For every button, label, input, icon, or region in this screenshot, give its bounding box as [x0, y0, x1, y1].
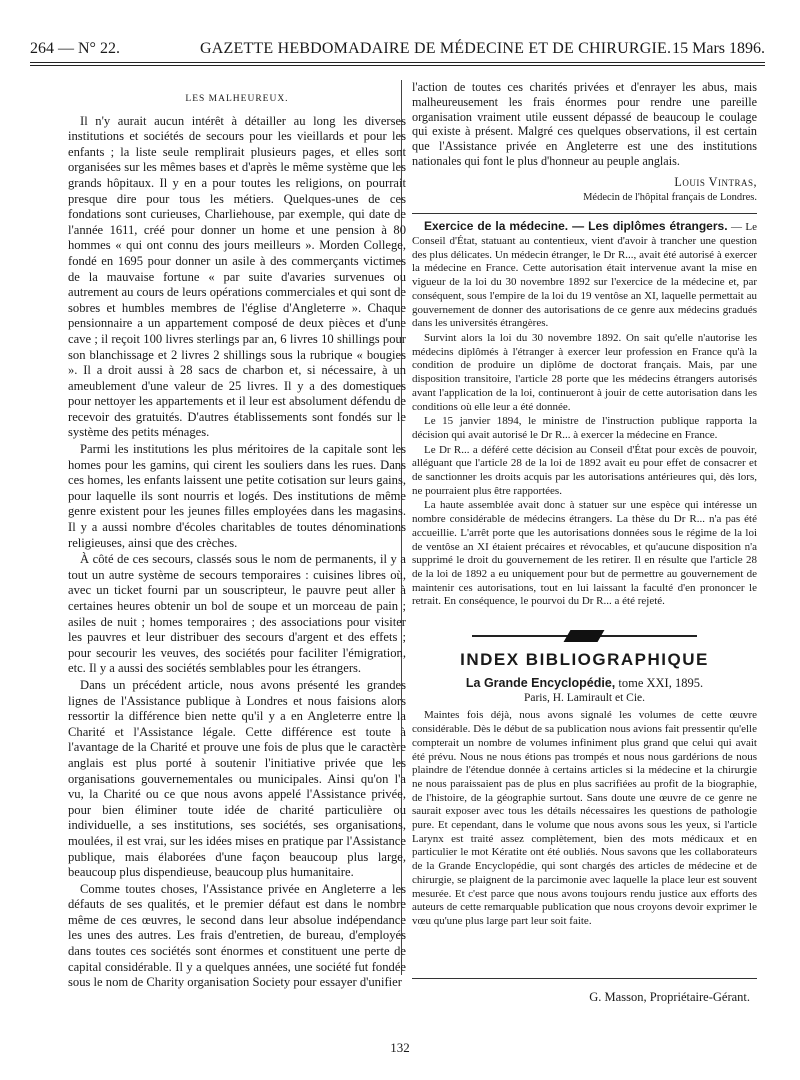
page-header [30, 40, 765, 60]
issue-date: 15 Mars 1896. [672, 40, 765, 57]
left-column [68, 80, 406, 1040]
publisher: Paris, H. Lamirault et Cie. [523, 691, 646, 704]
paragraph: Comme toutes choses, l'Assistance privée en Angleterre a les défauts de ses qualités, et le premier défaut est dans le nombre même de ces œuvres, le second dans leur absolue indépendance les unes des autres. Les frais d'entretien, de bureau, d'employés dans toutes ces sociétés sont énormes et constituent une perte de capital considérable. Il y a quelques années, une société fut fondée sous le nom de Charity organisation Society pour essayer d'unifier [68, 881, 406, 990]
paragraph: Le Dr R... a déféré cette décision au Conseil d'État pour excès de pouvoir, alléguant que l'article 28 de la loi de 1892 avait eu pour effet de consacrer et de sanctionner les droits acquis par les autorisations antérieures qui, dès lors, ne pourraient plus être rapportées. [412, 443, 757, 497]
ornament-divider [412, 627, 757, 645]
continuation-paragraph: l'action de toutes ces charités privées et d'enrayer les abus, mais malheureusement les frais énormes pour rendre une pareille organisation vraiment utile eussent dépassé de beaucoup le coulage qui existe à présent. Malgré ces quelques observations, il est certain que l'Assistance privée en Angleterre est une des institutions nationales qui font le plus d'honneur au peuple anglais. [412, 80, 757, 168]
author-affiliation: Médecin de l'hôpital français de Londres. [583, 191, 757, 203]
paragraph: Il n'y aurait aucun intérêt à détailler au long les diverses institutions et sociétés de secours pour les vieillards et pour les enfants ; la liste seule remplirait plusieurs pages, et elles sont organisées sur les mêmes bases et d'après le même système que les grands hôpitaux. Il y en a pour toutes les religions, on pourrait presque dire pour tous les métiers. Quelques-unes de ces fondations sont curieuses, Charliehouse, par exemple, qui date de l'année 1611, créé pour donner un home et une pension à 80 hommes « qui ont connu des jours meilleurs ». Morden College, fondé en 1695 pour donner un asile à des commerçants victimes de la mauvaise fortune « par suite d'avaries survenues ou autrement au cours de leurs opérations commerciales et qui sont de sobres et humbles membres de l'église d'Angleterre ». Chaque pensionnaire a un appartement composé de deux pièces et d'une cave ; il reçoit 100 livres sterlings par an, 6 livres 10 shillings pour son blanchissage et 2 livres 2 shillings sous la rubrique « bougies ». Il a droit aussi à 28 sacs de charbon et, si nécessaire, à un ameublement d'une valeur de 25 livres. Il y a des domestiques pour nettoyer les appartements et il leur est absolument défendu de recevoir des gratuités. D'autres établissements sont fondés sur le système des petits ménages. [68, 113, 406, 440]
paragraph: La haute assemblée avait donc à statuer sur une espèce qui intéresse un nombre considérable de médecins étrangers. La thèse du Dr R... n'a pas été accueillie. L'arrêt porte que les autorisations données sous le régime de la loi de ventôse an XI étaient précaires et révocables, et qu'aucune disposition n'a supprimé le droit du gouvernement de les retirer. Il en résulte que l'article 28 de la loi de 1892 a eu uniquement pour but de permettre au gouvernement de maintenir ces autorisations, tout en lui laissant la faculté d'en prononcer le retrait. En conséquence, le pourvoi du Dr R... a été rejeté. [412, 499, 757, 608]
paragraph: Parmi les institutions les plus méritoires de la capitale sont les homes pour les gamins, qui cirent les souliers dans les rues. Dans ces homes, les enfants laissent une petite cotisation sur leurs gains, pour laquelle ils sont nourris et logés. Des institutions de même genre existent pour les jeunes filles employées dans les magasins. Il y a aussi nombre d'écoles charitables de toutes dénominations religieuses, ainsi que des crèches. [68, 442, 406, 550]
section-rule [412, 213, 757, 214]
book-citation [412, 676, 757, 691]
section-title-diplomes: Exercice de la médecine. — Les diplômes étrangers. [424, 219, 728, 234]
journal-title: GAZETTE HEBDOMADAIRE DE MÉDECINE ET DE CHIRURGIE. [200, 40, 672, 57]
paragraph: Dans un précédent article, nous avons présenté les grandes lignes de l'Assistance publique à Londres et nous faisions alors ressortir la différence bien nette qu'il y a en Angleterre entre la Charité et l'Assistance légale. Cette différence est toute à l'avantage de la Charité et prouve une fois de plus que le caractère anglais est plus porté à soutenir l'initiative privée que les organisations gouvernementales ou municipales. Ainsi qu'on l'a vu, la Charité ou ce que nous avons appelé l'Assistance privée, pour bien éliminer toute idée de charité particulière ou individuelle, a ses institutions, ses sociétés, ses organisations, moulées, il est vrai, sur les idées mises en pratique par l'Assistance publique, mais élaborées d'une façon beaucoup plus large, beaucoup plus dispendieuse, beaucoup plus humanitaire. [68, 677, 406, 880]
medicine-section [412, 220, 757, 609]
paragraph: À côté de ces secours, classés sous le nom de permanents, il y a tout un autre système de secours temporaires : cuisines libres où, avec un ticket fourni par un souscripteur, le pauvre peut aller à certaines heures obtenir un bol de soupe et un morceau de pain ; asiles de nuit ; homes temporaires ; des associations pour visiter les pauvres et leur distribuer des secours d'argent et des effets ; pour secourir les veuves, des sociétés pour faciliter l'émigration, etc. Il y a aussi des sociétés semblables pour les étrangers. [68, 552, 406, 676]
section-heading-malheureux: LES MALHEUREUX. [185, 94, 289, 104]
paragraph: Survint alors la loi du 30 novembre 1892. On sait qu'elle n'autorise les médecins diplômés à l'étranger à exercer leur profession en France qu'à la condition de produire un diplôme de doctorat français. Mais, par une disposition transitoire, l'article 28 porte que les médecins étrangers autorisés avant l'application de la loi, continueront à jouir de cette autorisation dans les conditions où elle leur a été donnée. [412, 332, 757, 413]
author-signature: Louis Vintras, [674, 174, 757, 189]
proprietor-signature: G. Masson, Propriétaire-Gérant. [589, 990, 750, 1004]
page-reference: 264 — N° 22. [30, 40, 120, 57]
review-paragraph: Maintes fois déjà, nous avons signalé les volumes de cette œuvre considérable. Dès le début de sa publication nous avions fait pressentir qu'elle compterait un nombre de volumes infiniment plus grand que celui qui avait été prévu. Nous ne nous étions pas trompés et nous nous gardérions de nous plaindre de l'étendue donnée à certains articles si la médecine et la chirurgie ne nous paraissaient pas de plus en plus sacrifiées au profit de la biographie, de l'histoire, de la géographie surtout. Sans doute une œuvre de ce genre ne saurait exposer avec tous les détails nécessaires les questions de pathologie pure. Et cependant, dans le volume que nous avons sous les yeux, si l'article Larynx est traité assez complètement, bien des mots médicaux et en particulier le mot Kératite ont été oubliés. Nous savons que les collaborateurs de la Grande Encyclopédie, qui sont chargés des articles de médecine et de chirurgie, se plaignent de la parcimonie avec laquelle la place leur est souvent mesurée. Et c'est parce que nous avons toujours rendu justice aux efforts des auteurs de cette remarquable publication que nous croyons devoir exprimer le vœu qu'une plus large part leur soit faite. [412, 709, 757, 927]
paragraph: Le 15 janvier 1894, le ministre de l'instruction publique rapporta la décision qui avait autorisé le Dr R... à exercer la médecine en France. [412, 415, 757, 441]
footer-rule [412, 978, 757, 979]
page-number: 132 [390, 1040, 410, 1055]
paragraph: — Le Conseil d'État, statuant au contentieux, vient d'avoir à trancher une question des plus délicates. Un médecin étranger, le Dr R..., avait été autorisé à exercer la médecine en France. Cette autorisation était intervenue avant la mise en vigueur de la loi du 30 novembre 1892 sur l'exercice de la médecine et, par conséquent, sous l'empire de la loi du 19 ventôse an XI, laquelle permettait au gouvernement de donner des autorisations de ce genre aux médecins gradués dans les universités étrangères. [412, 221, 757, 330]
book-title: La Grande Encyclopédie, [465, 675, 616, 690]
header-rule-bottom [30, 65, 765, 66]
header-rule-top [30, 62, 765, 63]
right-column [412, 80, 757, 1040]
index-title: INDEX BIBLIOGRAPHIQUE [460, 650, 709, 670]
book-volume: tome XXI, 1895. [618, 675, 704, 690]
